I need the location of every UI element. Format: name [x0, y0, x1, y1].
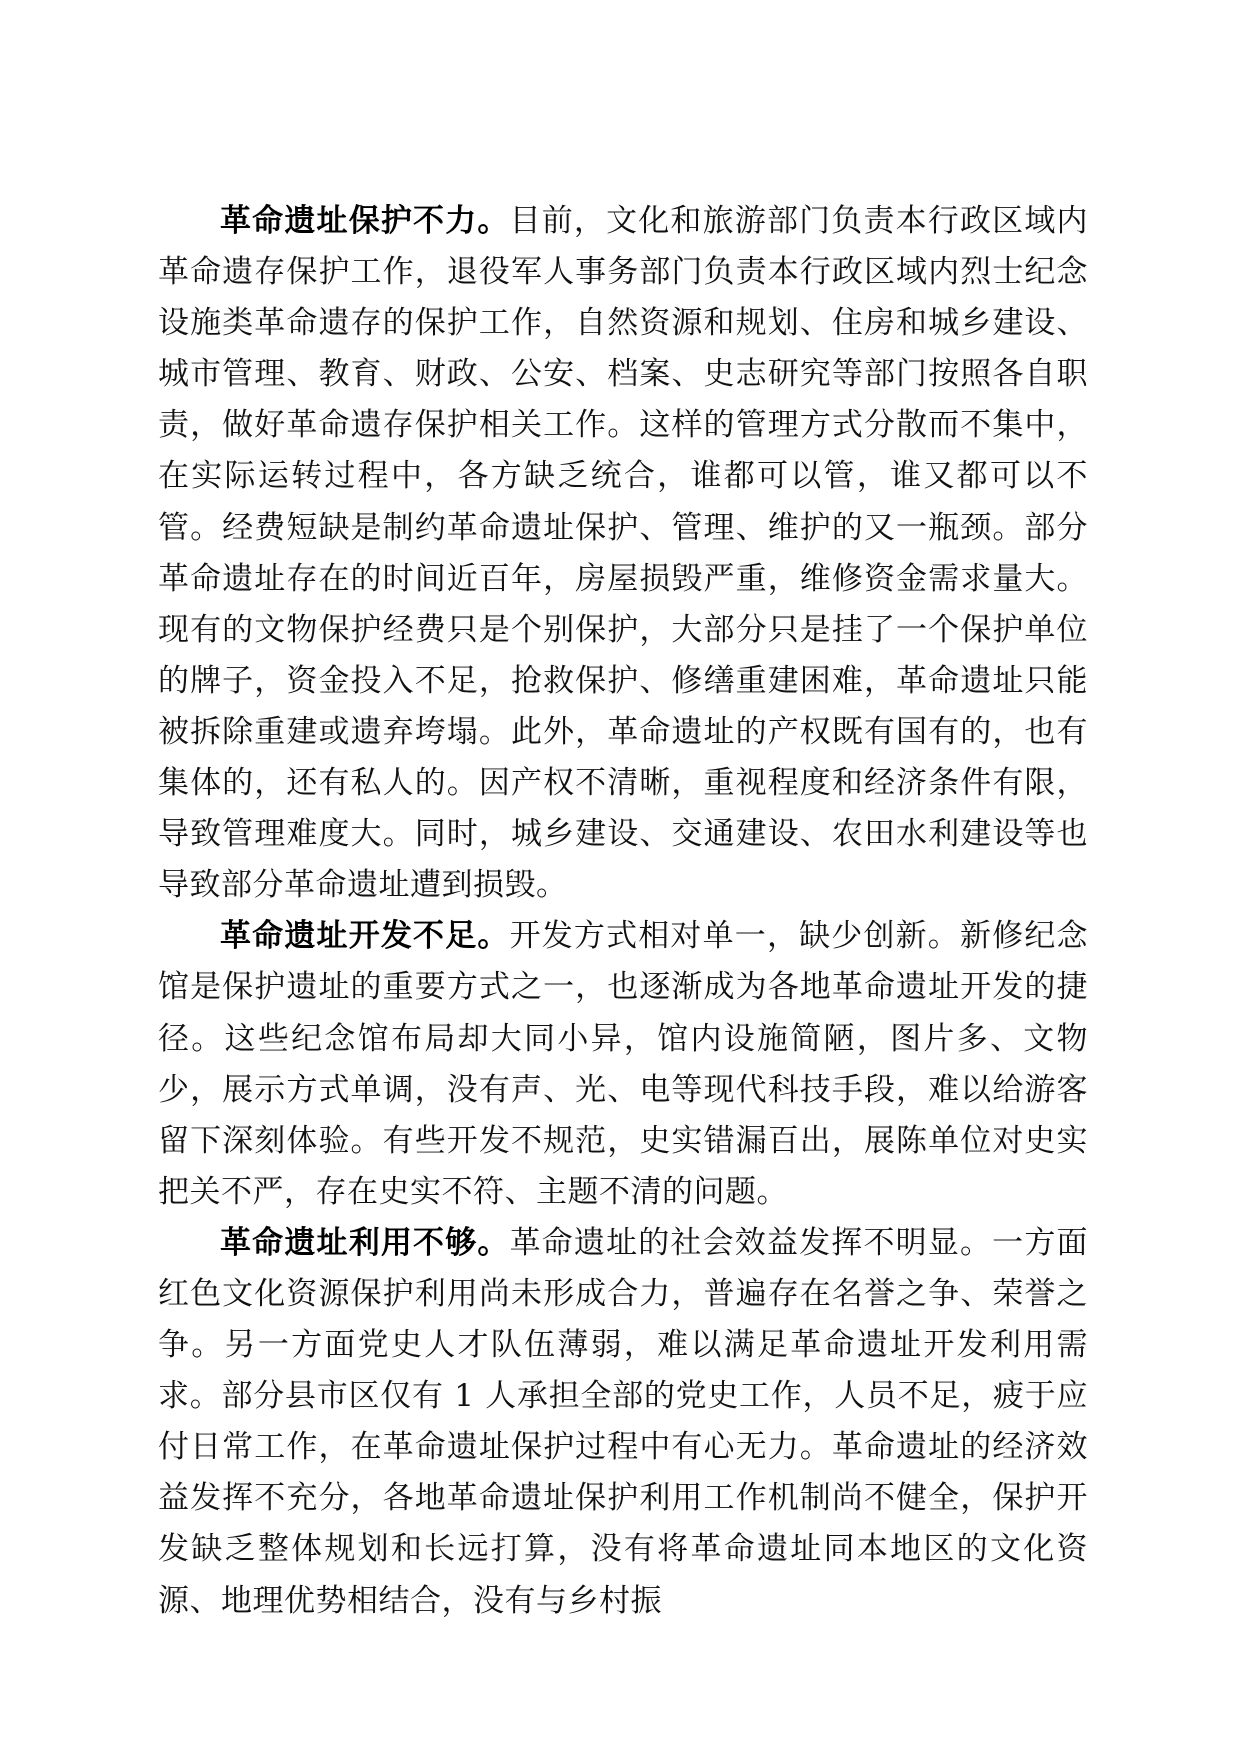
paragraph-protection	[158, 196, 1088, 911]
paragraph-development	[158, 911, 1088, 1218]
paragraph-text: 革命遗址的社会效益发挥不明显。一方面红色文化资源保护利用尚未形成合力，普遍存在名誉之争、荣誉之争。另一方面党史人才队伍薄弱，难以满足革命遗址开发利用需求。部分县市区仅有 1 人承担全部的党史工作，人员不足，疲于应付日常工作，在革命遗址保护过程中有心无力。革命遗址的经济效益发挥不充分，各地革命遗址保护利用工作机制尚不健全，保护开发缺乏整体规划和长远打算，没有将革命遗址同本地区的文化资源、地理优势相结合，没有与乡村振	[158, 1224, 1089, 1619]
paragraph-text: 开发方式相对单一，缺少创新。新修纪念馆是保护遗址的重要方式之一，也逐渐成为各地革命遗址开发的捷径。这些纪念馆布局却大同小异，馆内设施简陋，图片多、文物少，展示方式单调，没有声、光、电等现代科技手段，难以给游客留下深刻体验。有些开发不规范，史实错漏百出，展陈单位对史实把关不严，存在史实不符、主题不清的问题。	[158, 918, 1089, 1210]
paragraph-utilization	[158, 1218, 1088, 1627]
document-body	[158, 196, 1088, 1627]
paragraph-heading: 革命遗址保护不力。	[220, 203, 510, 239]
paragraph-heading: 革命遗址利用不够。	[220, 1224, 510, 1261]
paragraph-heading: 革命遗址开发不足。	[220, 918, 510, 955]
paragraph-text: 目前，文化和旅游部门负责本行政区域内革命遗存保护工作，退役军人事务部门负责本行政区域内烈士纪念设施类革命遗存的保护工作，自然资源和规划、住房和城乡建设、城市管理、教育、财政、公安、档案、史志研究等部门按照各自职责，做好革命遗存保护相关工作。这样的管理方式分散而不集中，在实际运转过程中，各方缺乏统合，谁都可以管，谁又都可以不管。经费短缺是制约革命遗址保护、管理、维护的又一瓶颈。部分革命遗址存在的时间近百年，房屋损毁严重，维修资金需求量大。现有的文物保护经费只是个别保护，大部分只是挂了一个保护单位的牌子，资金投入不足，抢救保护、修缮重建困难，革命遗址只能被拆除重建或遗弃垮塌。此外，革命遗址的产权既有国有的，也有集体的，还有私人的。因产权不清晰，重视程度和经济条件有限，导致管理难度大。同时，城乡建设、交通建设、农田水利建设等也导致部分革命遗址遭到损毁。	[158, 203, 1089, 904]
